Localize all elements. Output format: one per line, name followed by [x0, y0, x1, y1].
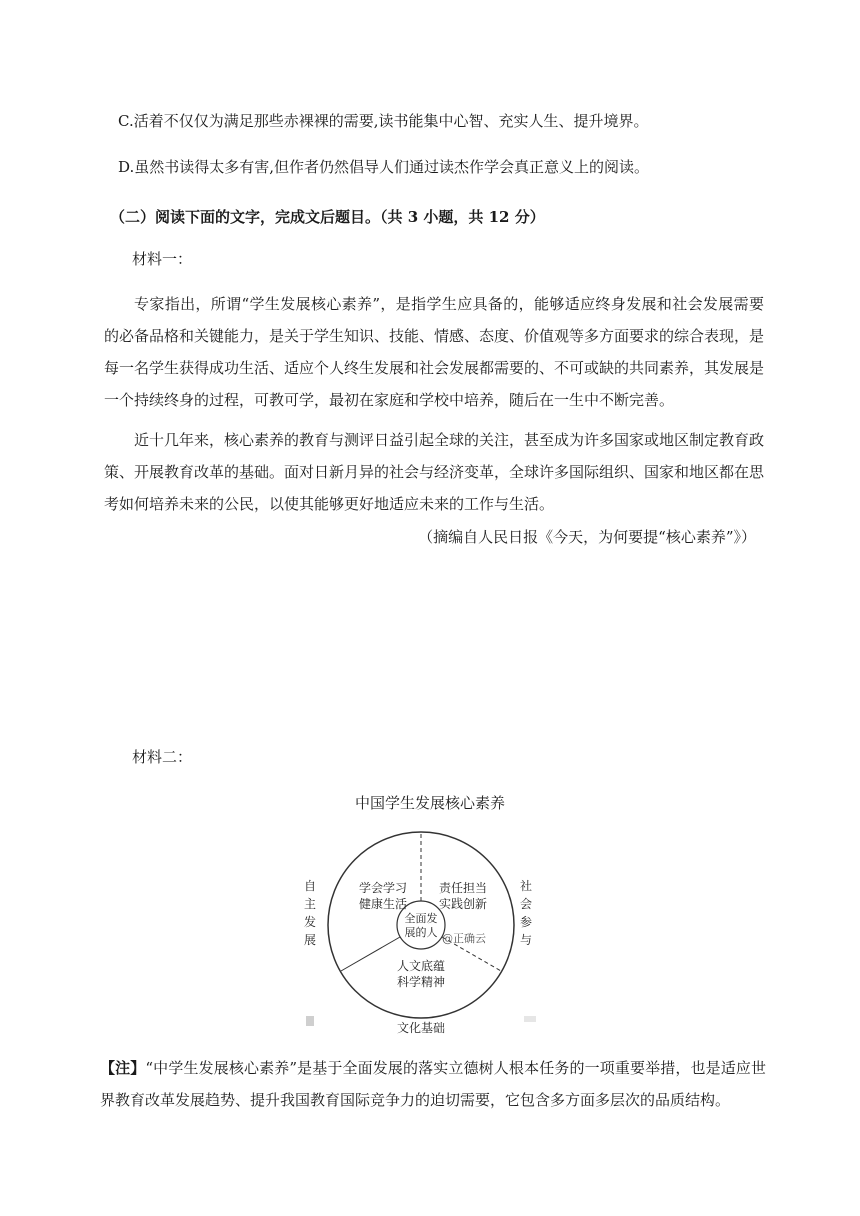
left-side-char-4: 展 — [303, 933, 317, 947]
right-side-char-2: 会 — [519, 897, 533, 911]
left-side-char-2: 主 — [303, 897, 317, 911]
bottom-sector-label-2: 科学精神 — [396, 975, 446, 989]
material1-source: （摘编自人民日报《今天，为何要提“核心素养”》） — [418, 528, 756, 546]
section-heading: （二）阅读下面的文字，完成文后题目。（共 3 小题，共 12 分） — [110, 208, 545, 226]
note-tag: 【注】 — [100, 1059, 146, 1077]
right-side-char-4: 与 — [519, 933, 533, 947]
bottom-label: 文化基础 — [396, 1021, 446, 1035]
divider-left — [341, 937, 400, 971]
material1-paragraph-2: 近十几年来，核心素养的教育与测评日益引起全球的关注，甚至成为许多国家或地区制定教育政策、开展教育改革的基础。面对日新月异的社会与经济变革，全球许多国际组织、国家和地区都在思考如何培养未来的公民，以使其能够更好地适应未来的工作与生活。 — [104, 431, 765, 513]
left-side-char-3: 发 — [303, 915, 317, 929]
material1-label: 材料一： — [132, 250, 193, 268]
right-side-char-1: 社 — [519, 879, 533, 893]
diagram-title: 中国学生发展核心素养 — [355, 794, 506, 812]
left-side-char-1: 自 — [303, 879, 317, 893]
left-sector-label-2: 健康生活 — [358, 897, 408, 911]
note-text: “中学生发展核心素养”是基于全面发展的落实立德树人根本任务的一项重要举措，也是适应世界教育改革发展趋势、提升我国教育国际竞争力的迫切需要，它包含多方面多层次的品质结构。 — [100, 1059, 766, 1109]
option-c: C.活着不仅仅为满足那些赤裸裸的需要,读书能集中心智、充实人生、提升境界。 — [118, 112, 649, 130]
scan-artifact-left — [306, 1016, 314, 1026]
center-label-1: 全面发 — [404, 912, 438, 925]
right-sector-label-2: 实践创新 — [438, 897, 488, 911]
right-side-char-3: 参 — [519, 915, 533, 929]
right-sector-label-1: 责任担当 — [438, 881, 488, 895]
bottom-sector-label-1: 人文底蕴 — [396, 959, 446, 973]
scan-artifact-right — [524, 1016, 536, 1022]
option-d: D.虽然书读得太多有害,但作者仍然倡导人们通过读杰作学会真正意义上的阅读。 — [118, 158, 650, 176]
core-competency-diagram — [296, 820, 546, 1040]
material1-paragraph-1: 专家指出，所谓“学生发展核心素养”，是指学生应具备的，能够适应终身发展和社会发展需要的必备品格和关键能力，是关于学生知识、技能、情感、态度、价值观等多方面要求的综合表现，是每一名学生获得成功生活、适应个人终生发展和社会发展都需要的、不可或缺的共同素养，其发展是一个持续终身的过程，可教可学，最初在家庭和学校中培养，随后在一生中不断完善。 — [104, 295, 765, 409]
material2-label: 材料二： — [132, 748, 193, 766]
watermark-label: @正确云 — [442, 932, 486, 945]
note — [100, 1052, 766, 1116]
left-sector-label-1: 学会学习 — [358, 881, 408, 895]
center-label-2: 展的人 — [404, 926, 438, 939]
outer-circle — [328, 832, 514, 1018]
